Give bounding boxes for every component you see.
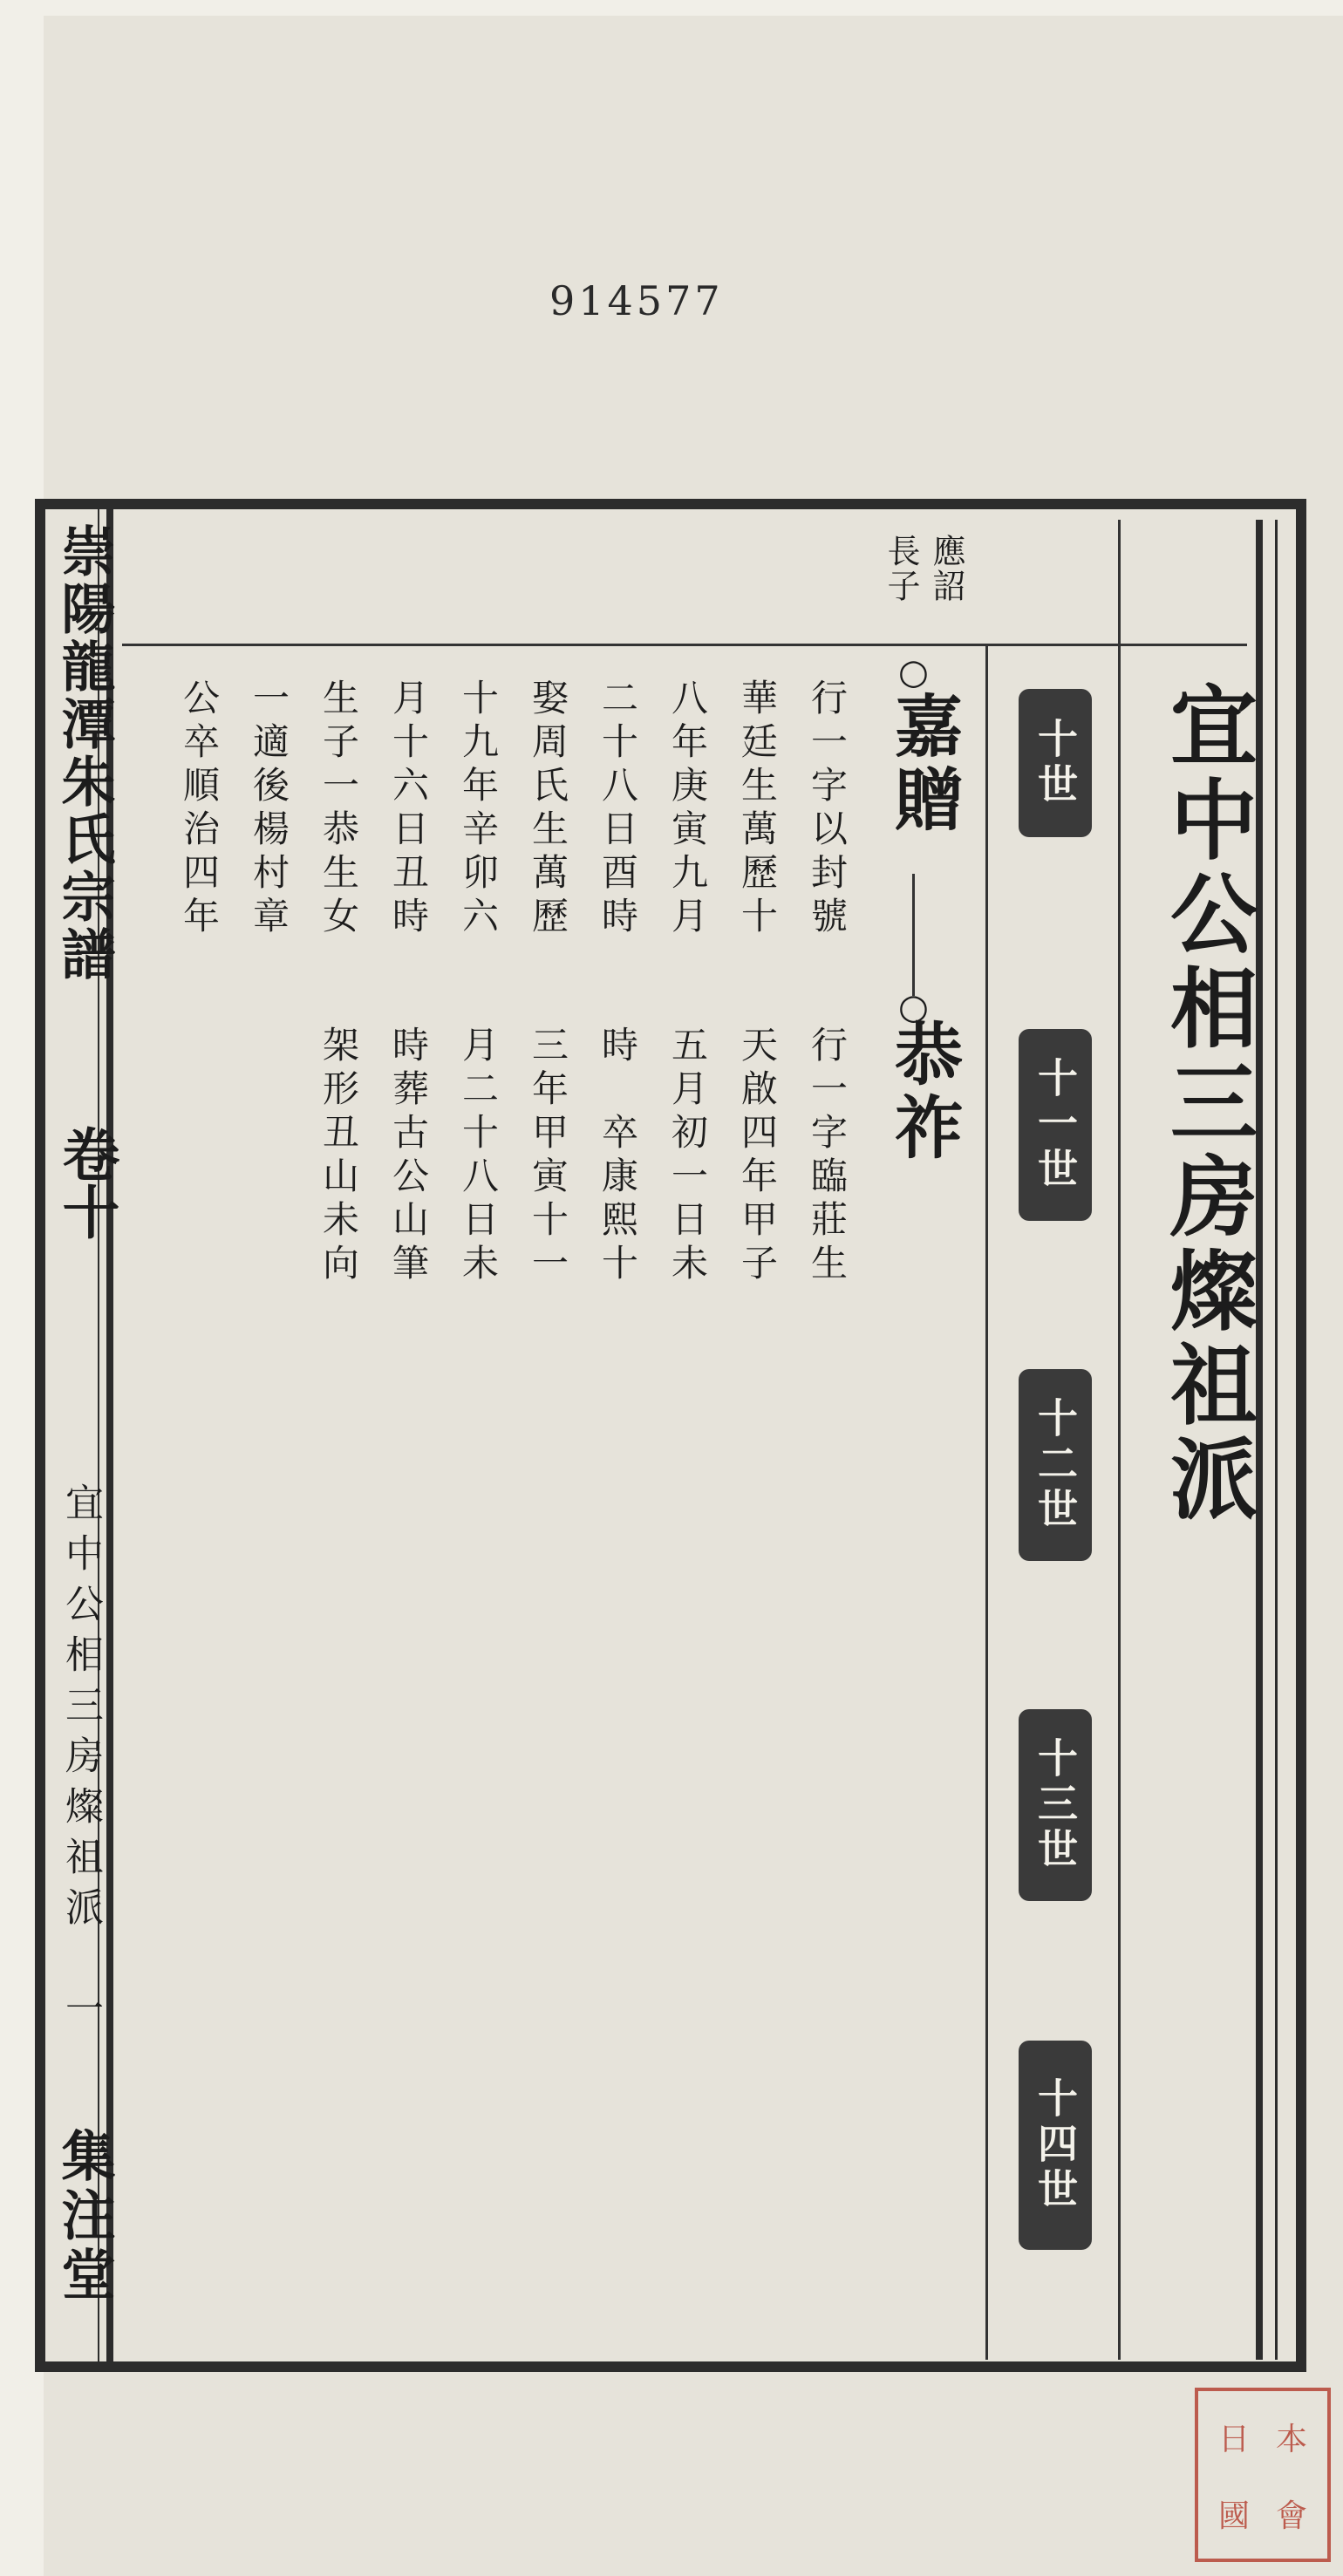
parent-note-line2: 長子 [882, 534, 920, 603]
person-name-jiazeng: 嘉贈 [883, 691, 963, 837]
generation-badge-14: 十四世 [1019, 2041, 1092, 2250]
record-column-1: 行一字以封號 [806, 678, 849, 940]
lineage-circle-2: ○ [898, 987, 929, 1027]
seal-character: 國 [1217, 2498, 1250, 2534]
record-column-5: 娶周氏生萬歷 [527, 678, 569, 940]
scan-top-margin [0, 0, 1343, 16]
library-seal [1195, 2388, 1331, 2562]
record-column-2-4: 時 卒康熙十 [597, 1026, 639, 1287]
page-title: 宜中公相三房燦祖派 [1156, 680, 1258, 1528]
parent-note-line1: 應詔 [927, 534, 965, 603]
record-column-2-8: 架形丑山未向 [317, 1026, 360, 1287]
record-column-4: 二十八日酉時 [597, 678, 639, 940]
hall-name: 集注堂 [52, 2128, 116, 2306]
margin-subtitle: 宜中公相三房燦祖派 一 [58, 1482, 103, 2039]
record-column-9: 一適後楊村章 [248, 678, 290, 940]
person-name-gongzuo: 恭祚 [883, 1019, 963, 1165]
generation-divider [985, 645, 988, 2360]
generation-badge-10: 十世 [1019, 689, 1092, 837]
serial-number: 914577 [549, 277, 724, 324]
record-column-2: 華廷生萬歷十 [736, 678, 779, 940]
record-column-2-5: 三年甲寅十一 [527, 1026, 569, 1287]
generation-badge-11: 十一世 [1019, 1029, 1092, 1221]
generation-badge-13: 十三世 [1019, 1709, 1092, 1901]
seal-character: 會 [1275, 2498, 1307, 2534]
header-rule [122, 644, 1247, 646]
record-column-2-2: 天啟四年甲子 [736, 1026, 779, 1287]
book-title: 崇陽龍潭朱氏宗譜 [52, 523, 116, 984]
lineage-connector [912, 874, 915, 996]
record-column-2-6: 月二十八日未 [457, 1026, 500, 1287]
record-column-3: 八年庚寅九月 [666, 678, 709, 940]
generation-badge-12: 十二世 [1019, 1369, 1092, 1561]
lineage-circle-1: ○ [898, 652, 929, 692]
seal-character: 日 [1217, 2421, 1250, 2457]
seal-character: 本 [1275, 2421, 1307, 2457]
record-column-8: 生子一恭生女 [317, 678, 360, 940]
record-column-7: 月十六日丑時 [387, 678, 430, 940]
record-column-6: 十九年辛卯六 [457, 678, 500, 940]
title-divider [1118, 520, 1121, 2360]
record-column-2-7: 時葬古公山筆 [387, 1026, 430, 1287]
record-column-2-1: 行一字臨莊生 [806, 1026, 849, 1287]
record-column-2-3: 五月初一日未 [666, 1026, 709, 1287]
record-column-10: 公卒順治四年 [178, 678, 221, 940]
frame-inner-rule-thin [1275, 520, 1278, 2360]
volume-label: 卷十 [52, 1125, 120, 1240]
